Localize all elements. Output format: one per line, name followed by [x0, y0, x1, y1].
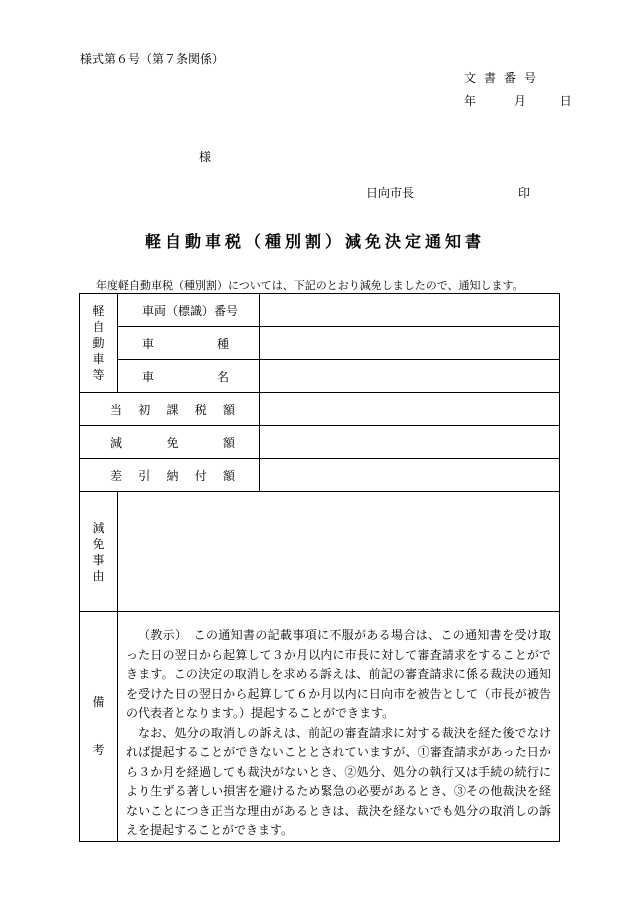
issuer-name: 日向市長	[366, 186, 415, 200]
date-month: 月	[513, 94, 526, 108]
document-number-label: 文書番号	[464, 71, 545, 85]
seal-mark: 印	[518, 186, 531, 200]
date-year: 年	[464, 94, 477, 108]
form-number: 様式第６号（第７条関係）	[80, 52, 225, 66]
reduction-amount-value	[260, 426, 560, 459]
vehicle-group-label: 軽 自 動 車 等	[80, 294, 118, 393]
plate-number-value	[260, 294, 560, 327]
reduction-reason-label: 減 免 事 由	[80, 492, 118, 612]
notice-table	[79, 293, 560, 842]
reduction-reason-value	[118, 492, 560, 612]
addressee-suffix: 様	[199, 150, 212, 164]
vehicle-type-label: 車 種	[118, 327, 260, 360]
vehicle-name-label: 車 名	[118, 360, 260, 393]
remarks-paragraph-lawsuit: なお、処分の取消しの訴えは、前記の審査請求に対する裁決を経た後でなければ提起することができないこととされていますが、①審査請求があった日から３か月を経過しても裁決がないとき、②処分、処分の執行又は手続の続行により生ずる著しい損害を避けるため緊急の必要があるとき、③その他裁決を経ないことにつき正当な理由があるときは、裁決を経ないでも処分の取消しの訴えを提起することができます。	[126, 725, 551, 837]
vehicle-name-value	[260, 360, 560, 393]
vehicle-type-value	[260, 327, 560, 360]
remarks-label: 備 考	[80, 612, 118, 842]
date-day: 日	[559, 94, 572, 108]
balance-due-value	[260, 459, 560, 492]
initial-tax-label: 当 初 課 税 額	[80, 393, 260, 426]
initial-tax-value	[260, 393, 560, 426]
plate-number-label: 車両（標識）番号	[118, 294, 260, 327]
remarks-paragraph-appeal: （教示） この通知書の記載事項に不服がある場合は、この通知書を受け取った日の翌日から起算して３か月以内に市長に対して審査請求をすることができます。この決定の取消しを求める訴えは、前記の審査請求に係る裁決の通知を受けた日の翌日から起算して６か月以内に日向市を被告として（市長が被告の代表者となります。）提起することができます。	[126, 628, 551, 720]
document-title: 軽自動車税（種別割）減免決定通知書	[144, 232, 485, 251]
reduction-amount-label: 減 免 額	[80, 426, 260, 459]
balance-due-label: 差 引 納 付 額	[80, 459, 260, 492]
issue-date	[464, 92, 572, 109]
remarks-content	[118, 612, 560, 842]
lead-text: 年度軽自動車税（種別割）については、下記のとおり減免しましたので、通知します。	[96, 279, 524, 292]
